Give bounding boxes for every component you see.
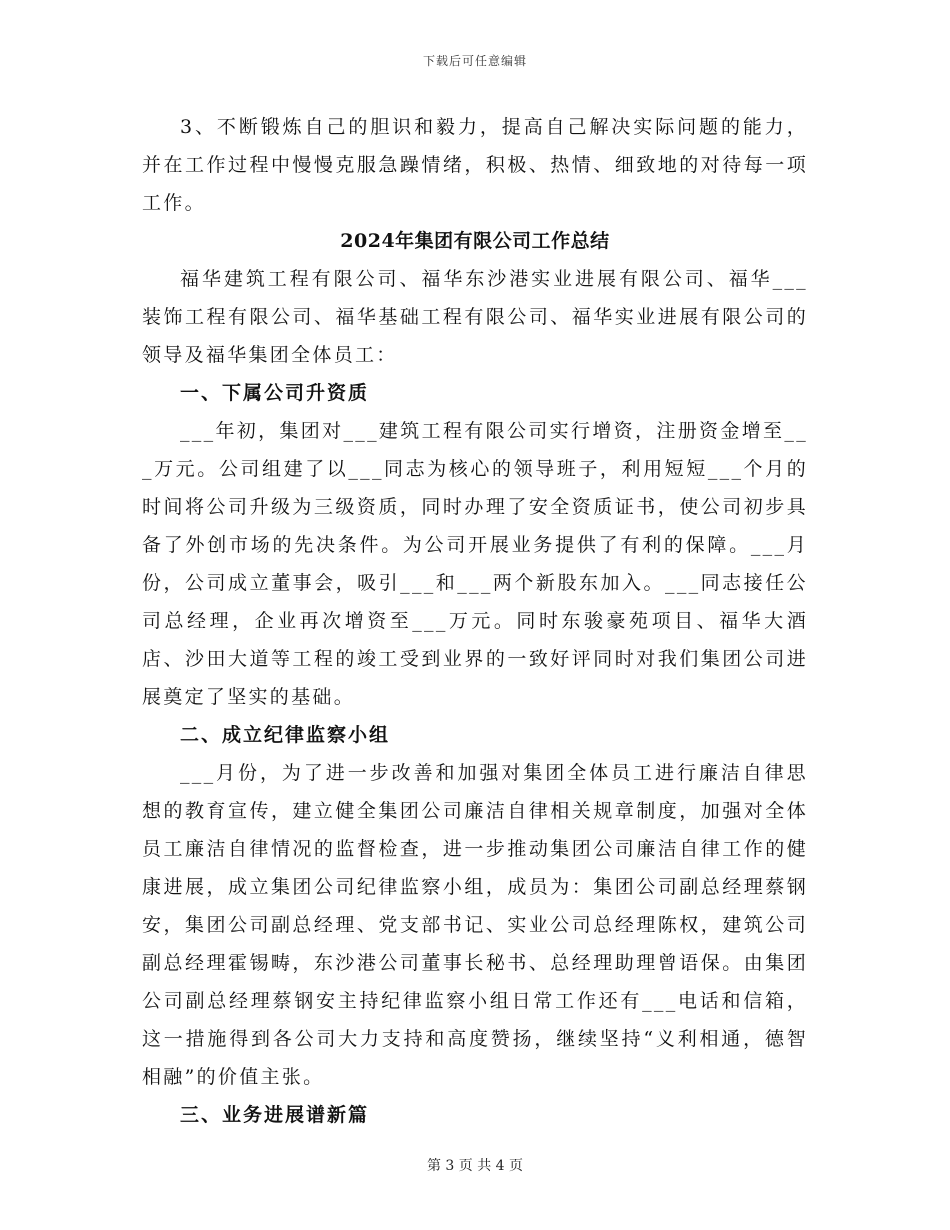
page-number: 第 3 页 共 4 页 (426, 1158, 524, 1174)
paragraph-salutation: 福华建筑工程有限公司、福华东沙港实业进展有限公司、福华___装饰工程有限公司、福华基础工程有限公司、福华实业进展有限公司的领导及福华集团全体员工： (142, 268, 808, 366)
paragraph-item-3: 3、不断锻炼自己的胆识和毅力，提高自己解决实际问题的能力，并在工作过程中慢慢克服急躁情绪，积极、热情、细致地的对待每一项工作。 (142, 116, 808, 214)
paragraph-section-1: ___年初，集团对___建筑工程有限公司实行增资，注册资金增至___万元。公司组建了以___同志为核心的领导班子，利用短短___个月的时间将公司升级为三级资质，同时办理了安全资质证书，使公司初步具备了外创市场的先决条件。为公司开展业务提供了有利的保障。___月份，公司成立董事会，吸引___和___两个新股东加入。___同志接任公司总经理，企业再次增资至___万元。同时东骏豪苑项目、福华大酒店、沙田大道等工程的竣工受到业界的一致好评同时对我们集团公司进展奠定了坚实的基础。 (142, 420, 808, 708)
section-heading-1: 一、下属公司升资质 (180, 382, 370, 404)
paragraph-section-2: ___月份，为了进一步改善和加强对集团全体员工进行廉洁自律思想的教育宣传，建立健全集团公司廉洁自律相关规章制度，加强对全体员工廉洁自律情况的监督检查，进一步推动集团公司廉洁自律工作的健康进展，成立集团公司纪律监察小组，成员为：集团公司副总经理蔡钢安，集团公司副总经理、党支部书记、实业公司总经理陈权，建筑公司副总经理霍锡畴，东沙港公司董事长秘书、总经理助理曾语保。由集团公司副总经理蔡钢安主持纪律监察小组日常工作还有___电话和信箱，这一措施得到各公司大力支持和高度赞扬，继续坚持“义利相通，德智相融”的价值主张。 (142, 762, 808, 1088)
document-body (142, 108, 808, 1134)
document-title: 2024年集团有限公司工作总结 (340, 230, 610, 252)
section-heading-2: 二、成立纪律监察小组 (180, 724, 391, 746)
page-header: 下载后可任意编辑 (422, 54, 527, 68)
section-heading-3: 三、业务进展谱新篇 (180, 1104, 370, 1126)
